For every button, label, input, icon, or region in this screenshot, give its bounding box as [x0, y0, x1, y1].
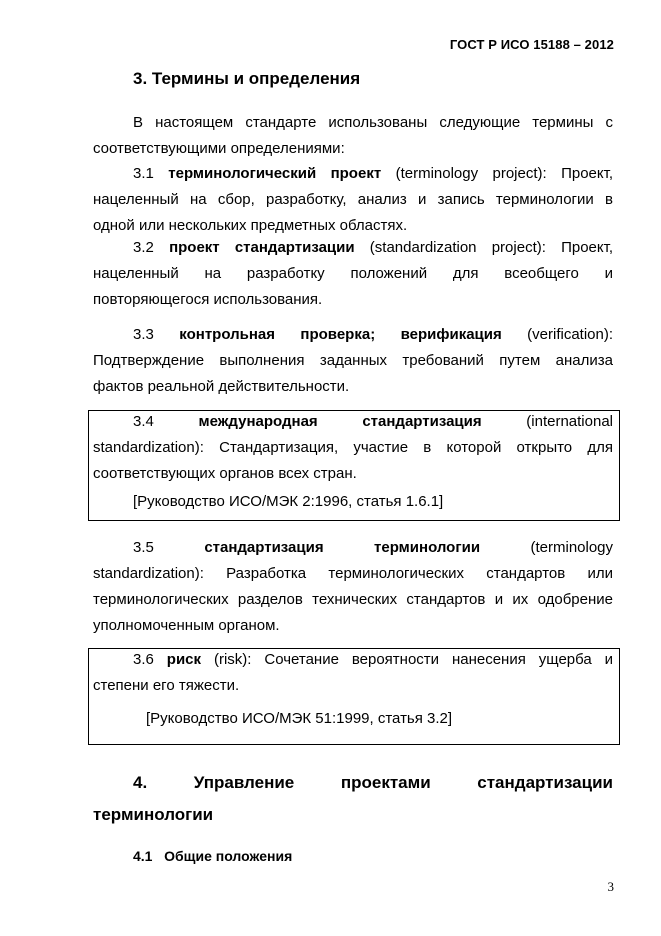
term-3-4-line-1 — [93, 409, 613, 435]
intro-line-2: соответствующими определениями: — [93, 140, 345, 157]
term-3-1-line-3: одной или нескольких предметных областях. — [93, 217, 408, 234]
term-rest: (standardization project): Проект, — [369, 239, 614, 256]
term-3-1-line-1 — [93, 161, 613, 187]
term-number: 3.6 — [133, 651, 154, 668]
section-4-heading — [93, 767, 613, 831]
term-3-3-line-3: фактов реальной действительности. — [93, 378, 350, 395]
term-3-2 — [93, 235, 613, 313]
term-3-4-reference: [Руководство ИСО/МЭК 2:1996, статья 1.6.1] — [133, 493, 444, 510]
section-3-heading: 3. Термины и определения — [133, 69, 361, 88]
term-name: риск — [166, 651, 202, 668]
term-3-3-line-2: Подтверждение выполнения заданных требований путем анализа — [93, 352, 613, 369]
term-number: 3.3 — [133, 326, 154, 343]
section-4-heading-line-1: 4. Управление проектами стандартизации — [133, 773, 613, 792]
term-3-5-line-2: standardization): Разработка терминологических стандартов или — [93, 565, 613, 582]
term-name: стандартизация терминологии — [204, 539, 481, 556]
term-3-3-line-1 — [93, 322, 613, 348]
term-name: терминологический проект — [168, 165, 382, 182]
term-3-5-line-1 — [93, 535, 613, 561]
term-3-6-line-1 — [93, 647, 613, 673]
section-4-heading-line-2: терминологии — [93, 805, 214, 824]
term-3-2-line-3: повторяющегося использования. — [93, 291, 323, 308]
page-number: 3 — [607, 879, 614, 894]
term-3-4-line-2: standardization): Стандартизация, участие в которой открыто для — [93, 439, 613, 456]
term-3-6 — [93, 647, 613, 699]
term-number: 3.4 — [133, 413, 154, 430]
term-number: 3.2 — [133, 239, 154, 256]
term-3-4-line-3: соответствующих органов всех стран. — [93, 465, 357, 482]
section-4-1-heading: 4.1 Общие положения — [133, 848, 293, 864]
term-number: 3.5 — [133, 539, 154, 556]
term-3-2-line-1 — [93, 235, 613, 261]
term-3-1 — [93, 161, 613, 239]
term-number: 3.1 — [133, 165, 154, 182]
term-3-6-reference: [Руководство ИСО/МЭК 51:1999, статья 3.2] — [146, 710, 453, 727]
term-name: контрольная проверка; верификация — [179, 326, 502, 343]
term-3-5-line-4: уполномоченным органом. — [93, 617, 280, 634]
term-3-6-line-2: степени его тяжести. — [93, 677, 240, 694]
term-name: международная стандартизация — [198, 413, 482, 430]
standard-header: ГОСТ Р ИСО 15188 – 2012 — [449, 37, 614, 52]
term-rest: (international — [526, 413, 613, 430]
term-rest: (risk): Сочетание вероятности нанесения ущерба и — [213, 651, 614, 668]
term-3-5 — [93, 535, 613, 639]
term-3-1-line-2: нацеленный на сбор, разработку, анализ и запись терминологии в — [93, 191, 613, 208]
term-rest: (terminology project): Проект, — [395, 165, 613, 182]
intro-line-1: В настоящем стандарте использованы следующие термины с — [133, 114, 613, 131]
term-rest: (terminology — [530, 539, 614, 556]
term-3-2-line-2: нацеленный на разработку положений для всеобщего и — [93, 265, 613, 282]
term-3-3 — [93, 322, 613, 400]
term-3-5-line-3: терминологических разделов технических стандартов и их одобрение — [93, 591, 613, 608]
term-name: проект стандартизации — [169, 239, 355, 256]
term-rest: (verification): — [527, 326, 614, 343]
intro-paragraph — [93, 110, 613, 162]
term-3-4 — [93, 409, 613, 487]
